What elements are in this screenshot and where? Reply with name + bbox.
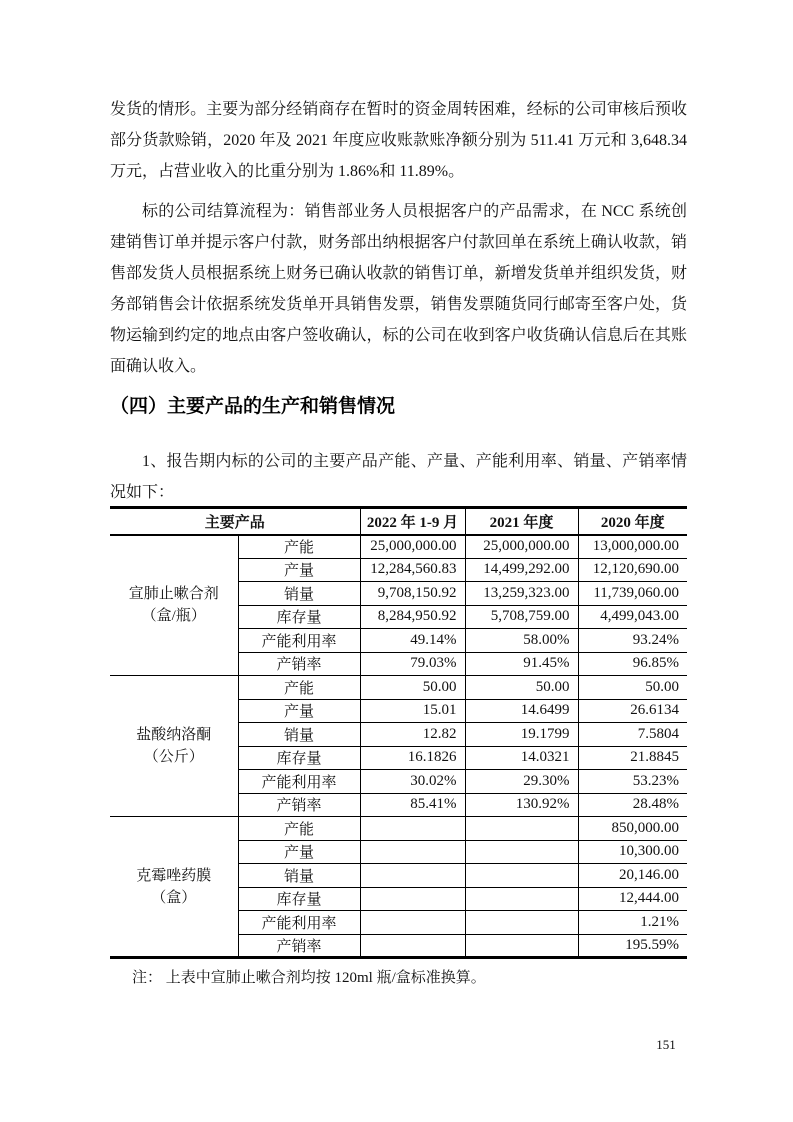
value-cell: 58.00% bbox=[465, 629, 578, 653]
metric-cell: 库存量 bbox=[238, 605, 360, 629]
value-cell: 12,120,690.00 bbox=[578, 558, 687, 582]
metric-cell: 库存量 bbox=[238, 887, 360, 911]
product-name-cell bbox=[110, 817, 238, 958]
metric-cell: 销量 bbox=[238, 582, 360, 606]
value-cell: 14,499,292.00 bbox=[465, 558, 578, 582]
value-cell: 15.01 bbox=[360, 699, 465, 723]
metric-cell: 产量 bbox=[238, 699, 360, 723]
metric-cell: 产销率 bbox=[238, 652, 360, 676]
value-cell bbox=[465, 887, 578, 911]
value-cell: 85.41% bbox=[360, 793, 465, 817]
table-row bbox=[110, 535, 687, 559]
value-cell: 29.30% bbox=[465, 770, 578, 794]
value-cell bbox=[465, 911, 578, 935]
product-unit: （公斤） bbox=[143, 749, 204, 765]
value-cell: 10,300.00 bbox=[578, 840, 687, 864]
table-row bbox=[110, 676, 687, 700]
metric-cell: 产能 bbox=[238, 535, 360, 559]
table-header-row bbox=[110, 508, 687, 535]
body-paragraph-3: 1、报告期内标的公司的主要产品产能、产量、产能利用率、销量、产销率情况如下： bbox=[110, 453, 687, 501]
metric-cell: 产能 bbox=[238, 676, 360, 700]
metric-cell: 产销率 bbox=[238, 934, 360, 958]
value-cell bbox=[465, 864, 578, 888]
metric-cell: 产能 bbox=[238, 817, 360, 841]
section-heading: （四）主要产品的生产和销售情况 bbox=[110, 396, 396, 417]
metric-cell: 库存量 bbox=[238, 746, 360, 770]
value-cell bbox=[465, 840, 578, 864]
value-cell bbox=[360, 840, 465, 864]
metric-cell: 产能利用率 bbox=[238, 629, 360, 653]
table-note: 注： 上表中宣肺止嗽合剂均按 120ml 瓶/盒标准换算。 bbox=[132, 970, 486, 986]
value-cell: 30.02% bbox=[360, 770, 465, 794]
product-name-cell bbox=[110, 535, 238, 676]
value-cell: 4,499,043.00 bbox=[578, 605, 687, 629]
product-name-cell bbox=[110, 676, 238, 817]
value-cell: 13,000,000.00 bbox=[578, 535, 687, 559]
value-cell: 130.92% bbox=[465, 793, 578, 817]
products-table-wrapper bbox=[110, 506, 687, 959]
metric-cell: 产能利用率 bbox=[238, 770, 360, 794]
metric-cell: 产销率 bbox=[238, 793, 360, 817]
value-cell bbox=[360, 864, 465, 888]
value-cell: 14.0321 bbox=[465, 746, 578, 770]
body-paragraph-1: 发货的情形。主要为部分经销商存在暂时的资金周转困难，经标的公司审核后预收部分货款赊销，2020 年及 2021 年度应收账款账净额分别为 511.41 万元和 3,648.34 万元，占营业收入的比重分别为 1.86%和 11.89%。 bbox=[110, 101, 687, 180]
value-cell: 93.24% bbox=[578, 629, 687, 653]
value-cell bbox=[360, 887, 465, 911]
value-cell: 5,708,759.00 bbox=[465, 605, 578, 629]
value-cell: 25,000,000.00 bbox=[465, 535, 578, 559]
metric-cell: 销量 bbox=[238, 723, 360, 747]
product-name: 克霉唑药膜 bbox=[136, 867, 212, 884]
metric-cell: 销量 bbox=[238, 864, 360, 888]
value-cell bbox=[360, 817, 465, 841]
value-cell: 195.59% bbox=[578, 934, 687, 958]
value-cell: 1.21% bbox=[578, 911, 687, 935]
value-cell: 21.8845 bbox=[578, 746, 687, 770]
value-cell bbox=[360, 934, 465, 958]
value-cell: 96.85% bbox=[578, 652, 687, 676]
value-cell: 7.5804 bbox=[578, 723, 687, 747]
value-cell: 11,739,060.00 bbox=[578, 582, 687, 606]
value-cell: 12,444.00 bbox=[578, 887, 687, 911]
value-cell: 14.6499 bbox=[465, 699, 578, 723]
value-cell: 50.00 bbox=[360, 676, 465, 700]
header-main-product: 主要产品 bbox=[110, 508, 360, 535]
table-row bbox=[110, 817, 687, 841]
value-cell: 26.6134 bbox=[578, 699, 687, 723]
value-cell: 8,284,950.92 bbox=[360, 605, 465, 629]
products-table-body bbox=[110, 535, 687, 958]
value-cell: 28.48% bbox=[578, 793, 687, 817]
value-cell: 9,708,150.92 bbox=[360, 582, 465, 606]
value-cell: 53.23% bbox=[578, 770, 687, 794]
value-cell: 19.1799 bbox=[465, 723, 578, 747]
product-name: 宣肺止嗽合剂 bbox=[128, 586, 219, 603]
value-cell bbox=[360, 911, 465, 935]
value-cell: 91.45% bbox=[465, 652, 578, 676]
value-cell: 79.03% bbox=[360, 652, 465, 676]
value-cell: 16.1826 bbox=[360, 746, 465, 770]
value-cell: 850,000.00 bbox=[578, 817, 687, 841]
products-table bbox=[110, 506, 687, 959]
value-cell bbox=[465, 934, 578, 958]
product-name: 盐酸纳洛酮 bbox=[136, 727, 212, 743]
value-cell: 49.14% bbox=[360, 629, 465, 653]
product-unit: （盒） bbox=[151, 889, 197, 906]
body-paragraph-2: 标的公司结算流程为：销售部业务人员根据客户的产品需求，在 NCC 系统创建销售订单并提示客户付款，财务部出纳根据客户付款回单在系统上确认收款，销售部发货人员根据系统上财务已确认收款的销售订单，新增发货单并组织发货，财务部销售会计依据系统发货单开具销售发票，销售发票随货同行邮寄至客户处，货物运输到约定的地点由客户签收确认，标的公司在收到客户收货确认信息后在其账面确认收入。 bbox=[110, 203, 687, 375]
value-cell: 12.82 bbox=[360, 723, 465, 747]
value-cell: 25,000,000.00 bbox=[360, 535, 465, 559]
page-number: 151 bbox=[656, 1037, 676, 1052]
metric-cell: 产能利用率 bbox=[238, 911, 360, 935]
value-cell: 12,284,560.83 bbox=[360, 558, 465, 582]
product-unit: （盒/瓶） bbox=[141, 608, 206, 625]
value-cell: 13,259,323.00 bbox=[465, 582, 578, 606]
metric-cell: 产量 bbox=[238, 558, 360, 582]
header-2020: 2020 年度 bbox=[578, 508, 687, 535]
metric-cell: 产量 bbox=[238, 840, 360, 864]
header-2022: 2022 年 1-9 月 bbox=[360, 508, 465, 535]
header-2021: 2021 年度 bbox=[465, 508, 578, 535]
value-cell: 50.00 bbox=[578, 676, 687, 700]
value-cell: 50.00 bbox=[465, 676, 578, 700]
value-cell: 20,146.00 bbox=[578, 864, 687, 888]
value-cell bbox=[465, 817, 578, 841]
